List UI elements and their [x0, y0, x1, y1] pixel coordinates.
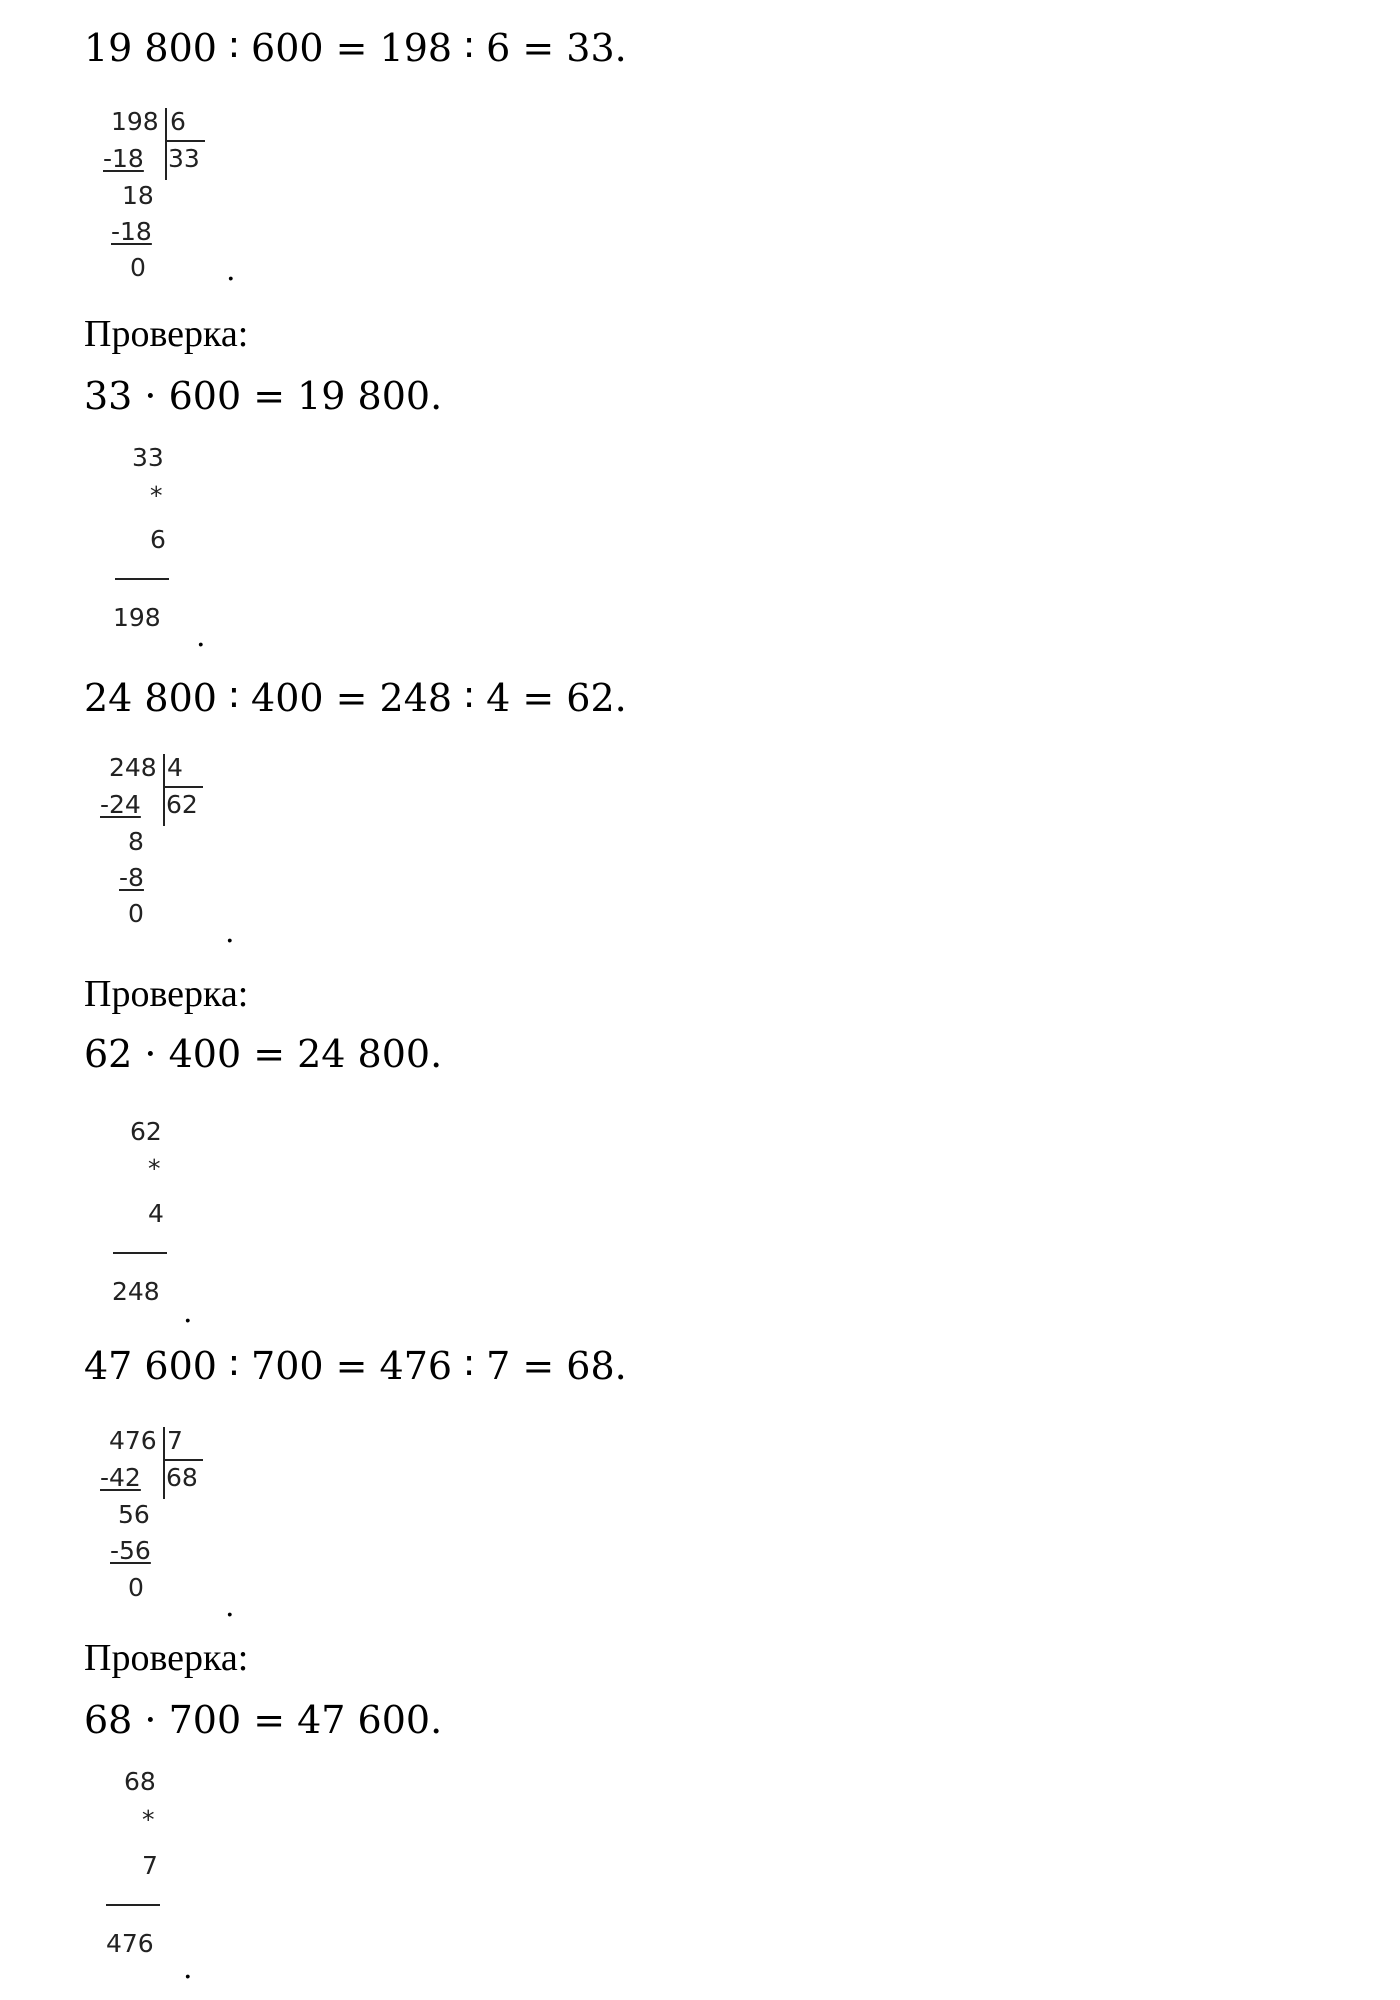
- divisor: 4: [167, 753, 183, 782]
- check-equation-3: 68 · 700 = 47 600.: [84, 1698, 443, 1742]
- period: .: [183, 1951, 193, 1986]
- result-rule: [113, 1252, 167, 1254]
- period: .: [196, 619, 206, 654]
- factor-2: 7: [142, 1851, 158, 1880]
- period: .: [225, 1589, 235, 1624]
- period: .: [183, 1295, 193, 1330]
- remainder-1: 8: [128, 827, 144, 856]
- final-remainder: 0: [128, 899, 144, 928]
- quotient-rule: [163, 786, 203, 788]
- product: 198: [113, 603, 161, 632]
- dividend: 198: [111, 107, 159, 136]
- subtrahend-1: -18: [103, 144, 144, 173]
- subtrahend-2: -18: [111, 217, 152, 246]
- factor-2: 4: [148, 1199, 164, 1228]
- multiply-operator: *: [142, 1805, 155, 1834]
- divisor: 6: [170, 107, 186, 136]
- check-equation-2: 62 · 400 = 24 800.: [84, 1032, 443, 1076]
- quotient-rule: [163, 1459, 203, 1461]
- factor-1: 62: [130, 1117, 162, 1146]
- factor-1: 68: [124, 1767, 156, 1796]
- division-bar: [163, 1427, 165, 1499]
- final-remainder: 0: [128, 1573, 144, 1602]
- quotient-rule: [165, 140, 205, 142]
- period: .: [226, 253, 236, 288]
- multiply-operator: *: [150, 481, 163, 510]
- dividend: 248: [109, 753, 157, 782]
- division-bar: [165, 108, 167, 180]
- check-label: Проверка:: [84, 1637, 249, 1679]
- multiply-operator: *: [148, 1154, 161, 1183]
- division-equation-3: 47 600 ∶ 700 = 476 ∶ 7 = 68.: [84, 1344, 627, 1388]
- subtrahend-1: -24: [100, 790, 141, 819]
- check-equation-1: 33 · 600 = 19 800.: [84, 374, 443, 418]
- remainder-1: 56: [118, 1500, 150, 1529]
- quotient: 68: [166, 1463, 198, 1492]
- result-rule: [115, 578, 169, 580]
- subtrahend-1: -42: [100, 1463, 141, 1492]
- remainder-1: 18: [122, 181, 154, 210]
- final-remainder: 0: [130, 253, 146, 282]
- result-rule: [106, 1904, 160, 1906]
- factor-1: 33: [132, 443, 164, 472]
- divisor: 7: [167, 1426, 183, 1455]
- subtrahend-2: -56: [110, 1536, 151, 1565]
- subtrahend-2: -8: [119, 863, 144, 892]
- division-equation-2: 24 800 ∶ 400 = 248 ∶ 4 = 62.: [84, 676, 627, 720]
- check-label: Проверка:: [84, 313, 249, 355]
- product: 476: [106, 1929, 154, 1958]
- dividend: 476: [109, 1426, 157, 1455]
- division-equation-1: 19 800 ∶ 600 = 198 ∶ 6 = 33.: [84, 26, 627, 70]
- period: .: [225, 915, 235, 950]
- check-label: Проверка:: [84, 973, 249, 1015]
- factor-2: 6: [150, 525, 166, 554]
- quotient: 62: [166, 790, 198, 819]
- quotient: 33: [168, 144, 200, 173]
- product: 248: [112, 1277, 160, 1306]
- division-bar: [163, 754, 165, 826]
